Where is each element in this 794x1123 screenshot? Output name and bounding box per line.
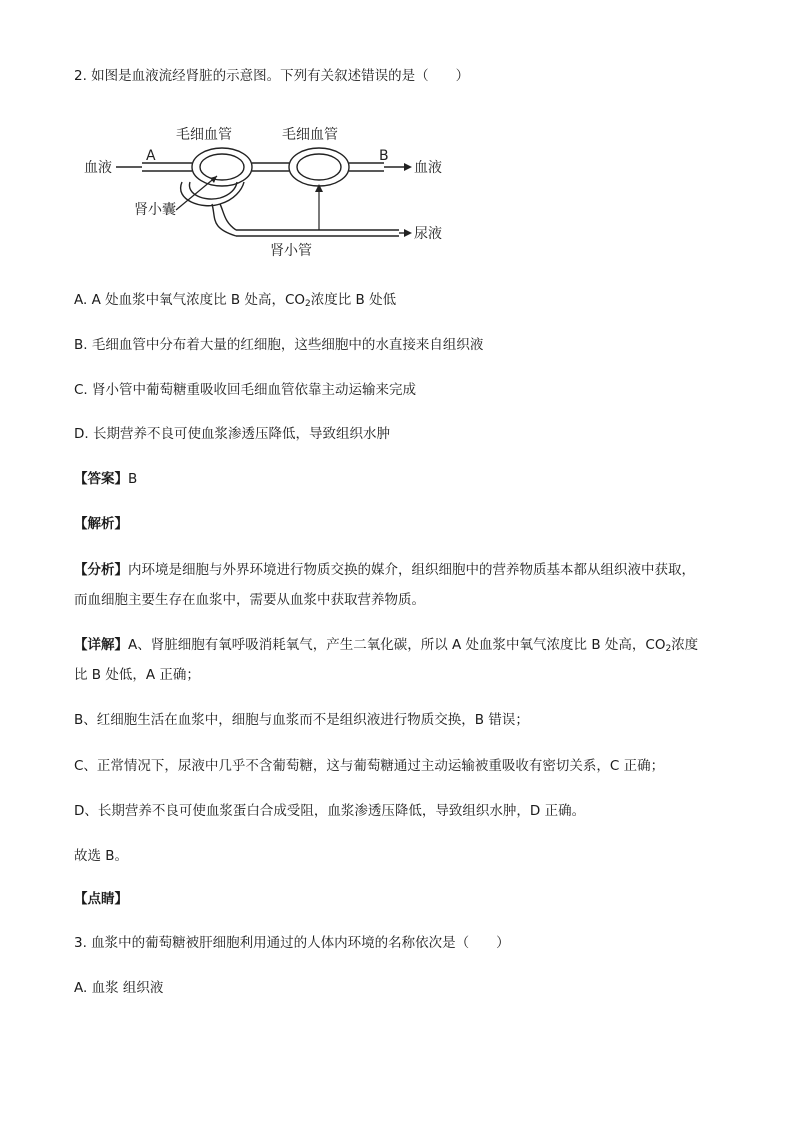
- label-blood-in: 血液: [84, 160, 112, 176]
- label-tubule: 肾小管: [270, 243, 312, 259]
- analysis-fenxi-line1: 【分析】内环境是细胞与外界环境进行物质交换的媒介，组织细胞中的营养物质基本都从组织液中获取，: [74, 562, 695, 578]
- dianjing-heading: 【点睛】: [74, 891, 128, 907]
- option-3a: A. 血浆 组织液: [74, 980, 164, 996]
- label-B: B: [379, 148, 389, 164]
- label-blood-out: 血液: [414, 160, 442, 176]
- detail-a-line1: 【详解】A、肾脏细胞有氧呼吸消耗氧气，产生二氧化碳，所以 A 处血浆中氧气浓度比 B 处高，$CO_2$浓度: [74, 637, 699, 654]
- answer-value: B: [128, 471, 138, 487]
- option-2a: A. A 处血浆中氧气浓度比 B 处高，$CO_2$浓度比 B 处低: [74, 292, 397, 309]
- option-2d: D. 长期营养不良可使血浆渗透压降低，导致组织水肿: [74, 426, 390, 442]
- question-2-stem: 2. 如图是血液流经肾脏的示意图。下列有关叙述错误的是（ ）: [74, 68, 470, 84]
- detail-c: C、正常情况下，尿液中几乎不含葡萄糖，这与葡萄糖通过主动运输被重吸收有密切关系，C 正确；: [74, 758, 665, 774]
- answer-line: [74, 469, 137, 489]
- question-3-stem: 3. 血浆中的葡萄糖被肝细胞利用通过的人体内环境的名称依次是（ ）: [74, 935, 510, 951]
- analysis-fenxi-line2: 而血细胞主要生存在血浆中，需要从血浆中获取营养物质。: [74, 592, 425, 608]
- label-A: A: [146, 148, 156, 164]
- option-2c: C. 肾小管中葡萄糖重吸收回毛细血管依靠主动运输来完成: [74, 382, 417, 398]
- detail-d: D、长期营养不良可使血浆蛋白合成受阻，血浆渗透压降低，导致组织水肿，D 正确。: [74, 803, 586, 819]
- analysis-heading: 【解析】: [74, 516, 128, 532]
- answer-tag: 【答案】: [74, 471, 128, 487]
- conclusion: 故选 B。: [74, 848, 129, 864]
- detail-a-line2: 比 B 处低，A 正确；: [74, 667, 200, 683]
- label-capillary-left: 毛细血管: [176, 127, 232, 143]
- detail-b: B、红细胞生活在血浆中，细胞与血浆而不是组织液进行物质交换，B 错误；: [74, 712, 529, 728]
- label-urine: 尿液: [414, 226, 442, 242]
- kidney-blood-flow-diagram: [74, 112, 454, 272]
- label-capsule: 肾小囊: [134, 202, 176, 218]
- option-2b: B. 毛细血管中分布着大量的红细胞，这些细胞中的水直接来自组织液: [74, 337, 484, 353]
- label-capillary-right: 毛细血管: [282, 127, 338, 143]
